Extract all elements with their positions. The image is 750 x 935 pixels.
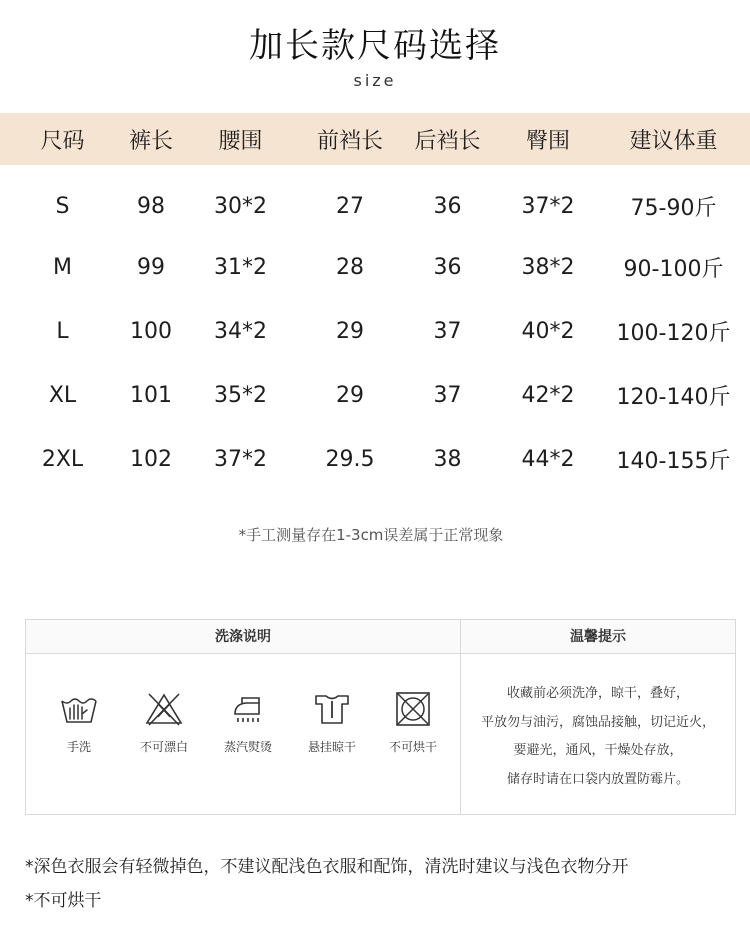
care-label: 蒸汽熨烫 [223,740,272,754]
care-label: 不可烘干 [388,740,437,754]
page-subtitle: size [353,71,397,90]
table-cell: M [53,254,72,280]
table-row [0,427,750,491]
no-tumble-dry-note: *不可烘干 [25,891,102,911]
page-title: 加长款尺码选择 [249,26,501,66]
column-header-weight: 建议体重 [629,128,718,154]
dark-color-note: *深色衣服会有轻微掉色，不建议配浅色衣服和配饰，清洗时建议与浅色衣物分开 [25,857,629,877]
column-header-length: 裤长 [128,128,173,154]
table-cell: 75-90斤 [630,195,717,221]
table-cell: 37*2 [214,446,267,472]
care-item-hand-wash [44,692,114,755]
table-cell: 29 [336,382,364,408]
table-cell: 40*2 [521,318,575,344]
size-chart-table [0,113,750,491]
table-cell: 90-100斤 [623,256,724,282]
column-header-hip: 臀围 [525,128,570,154]
care-label: 手洗 [66,740,91,754]
table-cell: 37 [433,318,462,344]
table-cell: 38 [433,446,462,472]
tip-line: 储存时请在口袋内放置防霉片。 [506,771,689,787]
column-header-size: 尺码 [40,128,85,154]
table-cell: 29 [336,318,364,344]
care-item-no-tumble-dry [378,692,448,755]
size-table-header-row [0,113,750,165]
table-cell: 28 [336,254,364,280]
table-cell: 42*2 [521,382,575,408]
table-cell: L [56,318,69,344]
table-cell: 31*2 [214,254,267,280]
no-tumble-dry-icon [393,692,433,726]
table-cell: 102 [130,446,172,472]
table-cell: 35*2 [214,382,267,408]
table-cell: 37 [433,382,462,408]
table-cell: 140-155斤 [616,448,731,474]
tip-line: 要避光，通风，干燥处存放， [513,743,683,758]
hand-wash-icon [59,692,99,726]
table-cell: 101 [130,382,172,408]
tips-title: 温馨提示 [461,620,735,654]
measurement-note: *手工测量存在1-3cm误差属于正常现象 [238,526,504,544]
care-item-steam-iron [213,692,283,755]
care-item-no-bleach [129,692,199,755]
table-cell: 27 [336,193,364,219]
care-label: 不可漂白 [139,740,188,754]
table-cell: XL [48,382,77,408]
table-cell: 36 [433,193,462,219]
tip-line: 收藏前必须洗净，晾干，叠好， [506,686,689,701]
table-row [0,299,750,363]
table-cell: 34*2 [214,318,267,344]
hang-dry-icon [312,692,352,726]
table-cell: 29.5 [325,446,375,472]
steam-iron-icon [228,692,268,726]
table-cell: 100-120斤 [616,320,731,346]
tip-line: 平放勿与油污，腐蚀品接触，切记近火， [480,714,715,730]
table-cell: 98 [137,193,165,219]
table-cell: 100 [130,318,172,344]
care-item-hang-dry [297,692,367,755]
table-cell: 120-140斤 [616,384,731,410]
table-cell: 36 [433,254,462,280]
care-label: 悬挂晾干 [307,740,356,754]
column-header-front-rise: 前裆长 [316,128,383,154]
column-header-waist: 腰围 [218,128,263,154]
column-header-back-rise: 后裆长 [414,128,481,154]
table-cell: 38*2 [521,254,575,280]
table-cell: 37*2 [521,193,575,219]
table-row [0,363,750,427]
table-cell: 99 [137,254,165,280]
table-row [0,165,750,235]
table-cell: S [55,193,70,219]
table-cell: 2XL [41,446,84,472]
table-cell: 30*2 [214,193,267,219]
table-cell: 44*2 [521,446,575,472]
table-row [0,235,750,299]
no-bleach-icon [144,692,184,726]
storage-tips [461,680,735,794]
wash-instructions-title: 洗涤说明 [26,620,460,654]
care-instructions-panel [25,619,736,815]
